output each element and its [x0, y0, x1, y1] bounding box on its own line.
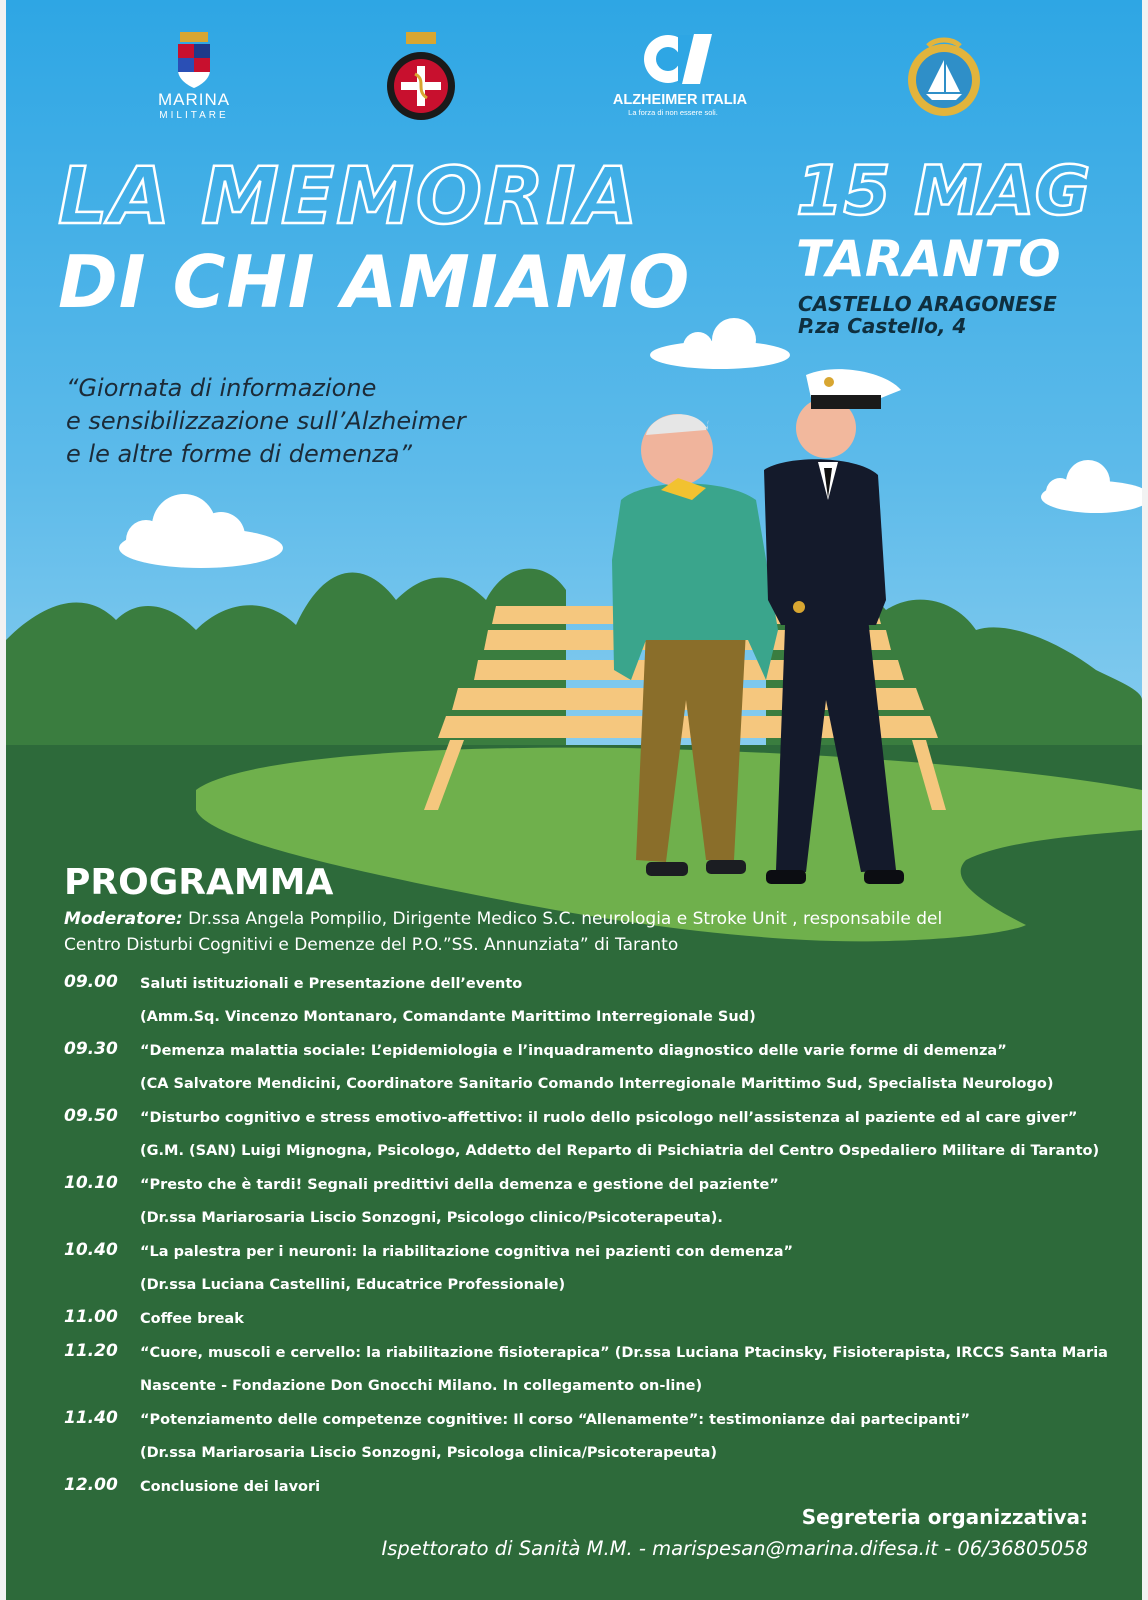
- schedule-item: [64, 1404, 1104, 1471]
- venue-line1: CASTELLO ARAGONESE: [798, 292, 1057, 316]
- schedule-title: “Presto che è tardi! Segnali predittivi della demenza e gestione del paziente”: [140, 1177, 779, 1193]
- schedule-item: [64, 1303, 1104, 1337]
- cloud-icon: [650, 318, 790, 369]
- schedule-speaker: (Dr.ssa Mariarosaria Liscio Sonzogni, Psicologo clinico/Psicoterapeuta).: [140, 1210, 723, 1226]
- venue-line2: P.za Castello, 4: [798, 314, 967, 338]
- subtitle-line2: e sensibilizzazione sull’Alzheimer: [66, 407, 466, 435]
- contact-info: Ispettorato di Sanità M.M. - marispesan@marina.difesa.it - 06/36805058: [381, 1537, 1088, 1560]
- schedule-item: [64, 1471, 1104, 1505]
- schedule-details: [140, 1236, 1104, 1302]
- schedule-details: [140, 1303, 1104, 1336]
- schedule-title: “Demenza malattia sociale: L’epidemiologia e l’inquadramento diagnostico delle varie forme di demenza”: [140, 1043, 1007, 1059]
- schedule-details: [140, 1337, 1108, 1403]
- schedule-time: 11.00: [64, 1307, 118, 1327]
- schedule-item: [64, 968, 1104, 1035]
- marina-line1: MARINA: [157, 90, 231, 109]
- schedule-time: 09.50: [64, 1106, 118, 1126]
- programme-schedule: [64, 968, 1108, 1505]
- alzheimer-logo-icon: [642, 30, 718, 88]
- moderator-line1: [64, 906, 1064, 932]
- subtitle-line3: e le altre forme di demenza”: [66, 440, 412, 468]
- schedule-time: 09.30: [64, 1039, 118, 1059]
- schedule-speaker: (CA Salvatore Mendicini, Coordinatore Sanitario Comando Interregionale Marittimo Sud, Specialista Neurologo): [140, 1076, 1054, 1092]
- schedule-title: “Disturbo cognitivo e stress emotivo-affettivo: il ruolo dello psicologo nell’assistenza al paziente ed al care giver”: [140, 1110, 1078, 1126]
- alzheimer-italia-logo: [590, 30, 770, 117]
- schedule-details: [140, 1035, 1104, 1101]
- schedule-title: Conclusione dei lavori: [140, 1479, 321, 1495]
- schedule-details: [140, 968, 1104, 1034]
- event-venue: [798, 293, 1057, 337]
- medical-corps-emblem: [381, 30, 461, 130]
- title-line1: LA MEMORIA: [58, 152, 640, 242]
- event-date: 15 MAG: [796, 152, 1091, 231]
- event-poster: [6, 0, 1142, 1600]
- schedule-details: [140, 1404, 1104, 1470]
- event-city: TARANTO: [796, 230, 1061, 288]
- marina-line2: MILITARE: [159, 110, 229, 121]
- crest-icon: [172, 30, 216, 90]
- sailboat-emblem-icon: [906, 36, 982, 122]
- schedule-speaker: (Dr.ssa Luciana Castellini, Educatrice Professionale): [140, 1277, 566, 1293]
- moderator-text-1: Dr.ssa Angela Pompilio, Dirigente Medico S.C. neurologia e Stroke Unit , responsabile del: [182, 909, 943, 929]
- schedule-title: “Potenziamento delle competenze cognitive: Il corso “Allenamente”: testimonianze dai partecipanti”: [140, 1412, 970, 1428]
- schedule-time: 11.40: [64, 1408, 118, 1428]
- schedule-time: 10.10: [64, 1173, 118, 1193]
- event-subtitle: [66, 372, 466, 471]
- subtitle-line1: “Giornata di informazione: [66, 374, 377, 402]
- schedule-time: 09.00: [64, 972, 118, 992]
- schedule-details: [140, 1471, 1104, 1504]
- schedule-item: [64, 1102, 1104, 1169]
- schedule-title: “La palestra per i neuroni: la riabilitazione cognitiva nei pazienti con demenza”: [140, 1244, 794, 1260]
- schedule-title: “Cuore, muscoli e cervello: la riabilitazione fisioterapica” (Dr.ssa Luciana Ptacinsky, Fisioterapista, IRCCS Santa Maria: [140, 1345, 1108, 1361]
- programme-heading: PROGRAMMA: [64, 862, 334, 903]
- schedule-speaker: (Amm.Sq. Vincenzo Montanaro, Comandante Marittimo Interregionale Sud): [140, 1009, 756, 1025]
- schedule-title: Coffee break: [140, 1311, 244, 1327]
- schedule-speaker: Nascente - Fondazione Don Gnocchi Milano. In collegamento on-line): [140, 1378, 703, 1394]
- cloud-icon: [1041, 460, 1142, 513]
- schedule-item: [64, 1236, 1104, 1303]
- schedule-item: [64, 1035, 1104, 1102]
- schedule-time: 11.20: [64, 1341, 118, 1361]
- moderator-label: Moderatore:: [64, 909, 183, 929]
- alzheimer-name: ALZHEIMER ITALIA: [612, 92, 748, 108]
- schedule-item: [64, 1169, 1104, 1236]
- schedule-speaker: (G.M. (SAN) Luigi Mignogna, Psicologo, Addetto del Reparto di Psichiatria del Centro Ospedaliero Militare di Taranto): [140, 1143, 1100, 1159]
- title-line2: DI CHI AMIAMO: [58, 240, 691, 324]
- cloud-icon: [119, 494, 283, 568]
- schedule-title: Saluti istituzionali e Presentazione dell’evento: [140, 976, 523, 992]
- alzheimer-tagline: La forza di non essere soli.: [628, 108, 718, 117]
- schedule-details: [140, 1102, 1104, 1168]
- schedule-details: [140, 1169, 1104, 1235]
- schedule-time: 10.40: [64, 1240, 118, 1260]
- schedule-item: [64, 1337, 1108, 1404]
- schedule-time: 12.00: [64, 1475, 118, 1495]
- moderator-info: [64, 906, 1064, 958]
- marina-militare-logo: [144, 30, 244, 121]
- medical-emblem-icon: [381, 30, 461, 125]
- schedule-speaker: (Dr.ssa Mariarosaria Liscio Sonzogni, Psicologa clinica/Psicoterapeuta): [140, 1445, 718, 1461]
- moderator-line2: Centro Disturbi Cognitivi e Demenze del P.O.”SS. Annunziata” di Taranto: [64, 935, 679, 955]
- secretariat-label: Segreteria organizzativa:: [801, 1505, 1088, 1529]
- sailing-association-emblem: [904, 36, 984, 127]
